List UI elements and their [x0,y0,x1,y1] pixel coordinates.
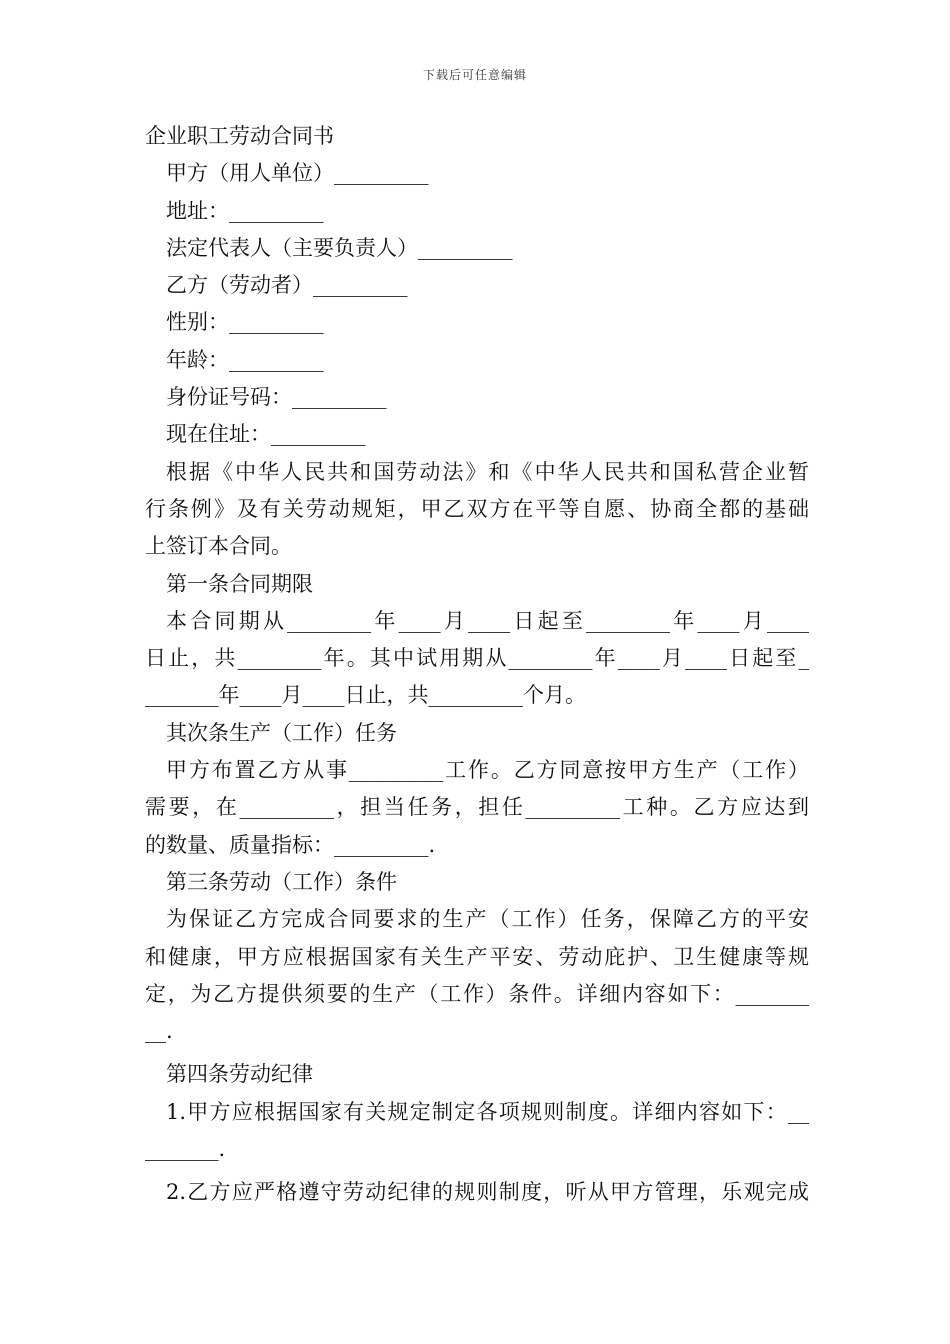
current-address-field: 现在住址：_________ [166,422,366,447]
party-a-field: 甲方（用人单位）_________ [166,161,429,186]
paragraph-line: 本合同期从________年____月____日起至________年____月____ [166,608,809,633]
party-b-field: 乙方（劳动者）_________ [166,273,408,298]
article-4-item-2: 2.乙方应严格遵守劳动纪律的规则制度，听从甲方管理，乐观完成 [166,1180,809,1205]
paragraph-line: __. [145,1019,173,1044]
address-field: 地址：_________ [166,198,324,223]
article-1-body [145,603,809,715]
article-4-heading: 第四条劳动纪律 [166,1062,313,1087]
paragraph-line: _______. [145,1137,226,1162]
paragraph-line: 甲方布置乙方从事_________工作。乙方同意按甲方生产（工作） [166,758,809,783]
article-3-body [145,901,809,1050]
gender-field: 性别：_________ [166,310,324,335]
paragraph-line: 行条例》及有关劳动规矩，甲乙双方在平等自愿、协商全都的基础 [145,496,809,521]
id-number-field: 身份证号码：_________ [166,385,387,410]
paragraph-line: _______年____月____日止，共_________个月。 [145,683,586,708]
article-1-heading: 第一条合同期限 [166,571,313,596]
document-title: 企业职工劳动合同书 [145,124,334,148]
paragraph-line: 日止，共________年。其中试用期从________年____月____日起至_ [145,646,809,671]
paragraph-line: 1.甲方应根据国家有关规定制定各项规则制度。详细内容如下：__ [166,1099,809,1124]
paragraph-line: 为保证乙方完成合同要求的生产（工作）任务，保障乙方的平安 [166,907,809,932]
paragraph-line: 需要，在_________，担当任务，担任_________工种。乙方应达到 [145,795,809,820]
age-field: 年龄：_________ [166,347,324,372]
paragraph-line: 根据《中华人民共和国劳动法》和《中华人民共和国私营企业暂 [166,459,809,484]
paragraph-line: 的数量、质量指标：_________. [145,832,436,857]
preamble-paragraph [145,454,809,566]
article-2-body [145,752,809,864]
article-4-item-1 [145,1094,809,1169]
paragraph-line: 上签订本合同。 [145,534,292,559]
contract-body [145,118,809,1212]
header-note: 下载后可任意编辑 [422,68,527,82]
article-2-heading: 其次条生产（工作）任务 [166,720,397,745]
paragraph-line: 和健康，甲方应根据国家有关生产平安、劳动庇护、卫生健康等规 [145,944,809,969]
paragraph-line: 定，为乙方提供须要的生产（工作）条件。详细内容如下：_______ [145,981,809,1006]
legal-representative-field: 法定代表人（主要负责人）_________ [166,235,513,260]
article-3-heading: 第三条劳动（工作）条件 [166,869,397,894]
